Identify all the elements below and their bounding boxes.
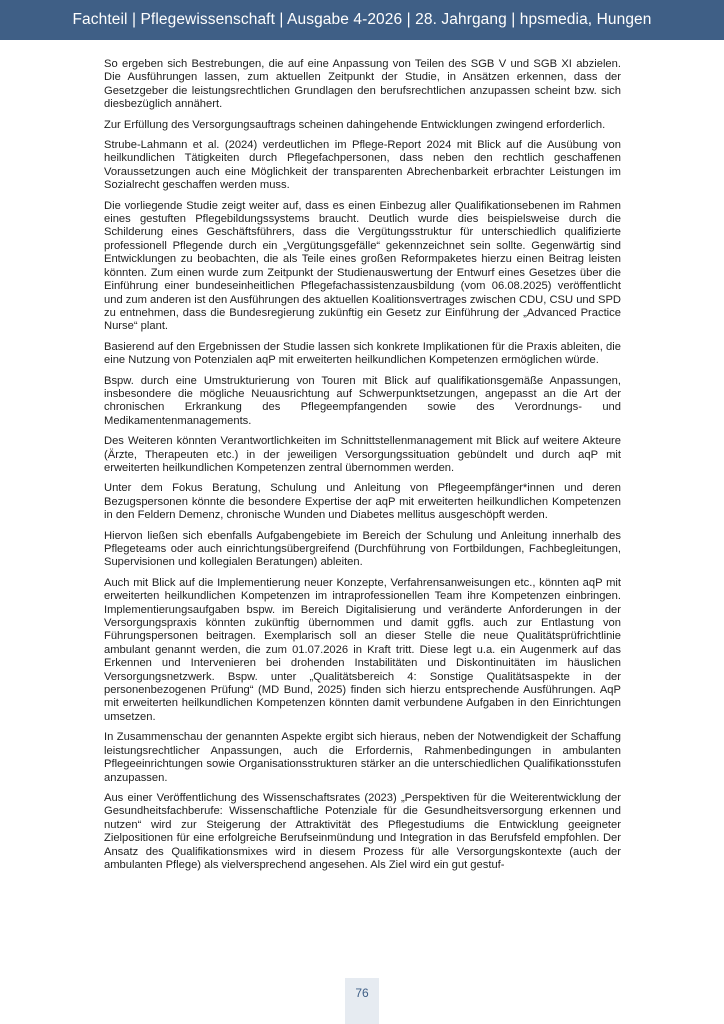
body-text bbox=[104, 58, 621, 879]
header-title: Fachteil | Pflegewissenschaft | Ausgabe 4-2026 | 28. Jahrgang | hpsmedia, Hungen bbox=[72, 11, 652, 28]
page-number-box bbox=[345, 978, 379, 1024]
paragraph: So ergeben sich Bestrebungen, die auf eine Anpassung von Teilen des SGB V und SGB XI abzielen. Die Ausführungen lassen, zum aktuellen Zeitpunkt der Studie, in Ansätzen erkennen, dass der Gesetzgeber die leistungsrechtlichen Grundlagen den berufsrechtlichen anzupassen scheint bzw. sich diesbezüglich annähert. bbox=[104, 58, 621, 111]
paragraph: Zur Erfüllung des Versorgungsauftrags scheinen dahingehende Entwicklungen zwingend erforderlich. bbox=[104, 118, 606, 131]
page-number: 76 bbox=[355, 986, 369, 1000]
paragraph: Die vorliegende Studie zeigt weiter auf, dass es einen Einbezug aller Qualifikationsebenen im Rahmen eines gestuften Pflegebildungssystems braucht. Deutlich wurde dies beispielsweise durch die Schilderung eines Geschäftsführers, dass die Vergütungsstruktur für unterschiedlich qualifizierte professionell Pflegende durch ein „Vergütungsgefälle“ gekennzeichnet sein sollte. Gegenwärtig sind Entwicklungen zu beobachten, die als Teile eines großen Reformpaketes hierzu einen Beitrag leisten könnten. Zum einen wurde zum Zeitpunkt der Studienauswertung der Entwurf eines Gesetzes über die Einführung einer bundeseinheitlichen Pflegefachassistenzausbildung (vom 06.08.2025) veröffentlicht und zum anderen ist den Ausführungen des aktuellen Koalitionsvertrages zwischen CDU, CSU und SPD zu entnehmen, dass die Bundesregierung zukünftig ein Gesetz zur Einführung der „Advanced Practice Nurse“ plant. bbox=[104, 199, 621, 333]
paragraph: Bspw. durch eine Umstrukturierung von Touren mit Blick auf qualifikationsgemäße Anpassungen, insbesondere die mögliche Neuausrichtung auf Schwerpunktsetzungen, angepasst an die Art der chronischen Erkrankung des Pflegeempfangenden sowie des Verordnungs- und Medikamentenmanagements. bbox=[104, 374, 621, 427]
paragraph: Strube-Lahmann et al. (2024) verdeutlichen im Pflege-Report 2024 mit Blick auf die Ausübung von heilkundlichen Tätigkeiten durch Pflegefachpersonen, dass neben den rechtlich geschaffenen Voraussetzungen auch eine Möglichkeit der transparenten Abrechenbarkeit erbrachter Leistungen im Sozialrecht geschaffen werden muss. bbox=[104, 139, 621, 192]
paragraph: Basierend auf den Ergebnissen der Studie lassen sich konkrete Implikationen für die Praxis ableiten, die eine Nutzung von Potenzialen aqP mit erweiterten heilkundlichen Kompetenzen ermöglichen würde. bbox=[104, 340, 621, 367]
paragraph: Auch mit Blick auf die Implementierung neuer Konzepte, Verfahrensanweisungen etc., könnten aqP mit erweiterten heilkundlichen Kompetenzen im intraprofessionellen Team ihre Kompetenzen einbringen. Implementierungsaufgaben bspw. im Bereich Digitalisierung und veränderte Anforderungen in der Versorgungspraxis könnten zukünftig übernommen und damit ggfls. auch zur Entlastung von Führungspersonen beitragen. Exemplarisch soll an dieser Stelle die neue Qualitätsprüfrichtlinie ambulant genannt werden, die zum 01.07.2026 in Kraft tritt. Diese legt u.a. ein Augenmerk auf das Erkennen und Intervenieren bei drohenden Instabilitäten und Diskontinuitäten im häuslichen Versorgungsnetzwerk. Bspw. unter „Qualitätsbereich 4: Sonstige Qualitätsaspekte in der personenbezogenen Prüfung“ (MD Bund, 2025) finden sich hierzu entsprechende Ausführungen. AqP mit erweiterten heilkundlichen Kompetenzen könnten damit verbundene Aufgaben in den Einrichtungen umsetzen. bbox=[104, 576, 621, 723]
paragraph: Des Weiteren könnten Verantwortlichkeiten im Schnittstellenmanagement mit Blick auf weitere Akteure (Ärzte, Therapeuten etc.) in der jeweiligen Versorgungssituation gebündelt und durch aqP mit erweiterten heilkundlichen Kompetenzen zentral übernommen werden. bbox=[104, 435, 621, 474]
running-header bbox=[0, 0, 724, 40]
paragraph: Unter dem Fokus Beratung, Schulung und Anleitung von Pflegeempfänger*innen und deren Bezugspersonen könnte die besondere Expertise der aqP mit erweiterten heilkundlichen Kompetenzen in den Feldern Demenz, chronische Wunden und Diabetes mellitus ausgeschöpft werden. bbox=[104, 482, 621, 522]
paragraph: Aus einer Veröffentlichung des Wissenschaftsrates (2023) „Perspektiven für die Weiterentwicklung der Gesundheitsfachberufe: Wissenschaftliche Potenziale für die Gesundheitsversorgung erkennen und nutzen“ wird zur Steigerung der Attraktivität des Pflegestudiums die Entwicklung geeigneter Zielpositionen für eine erfolgreiche Berufseinmündung und Integration in das Berufsfeld empfohlen. Der Ansatz des Qualifikationsmixes wird in diesem Prozess für alle Versorgungskontexte (auch der ambulanten Pflege) als vielversprechend angesehen. Als Ziel wird ein gut gestuf- bbox=[104, 791, 621, 871]
paragraph: Hiervon ließen sich ebenfalls Aufgabengebiete im Bereich der Schulung und Anleitung innerhalb des Pflegeteams oder auch einrichtungsübergreifend (Durchführung von Fortbildungen, Fachbegleitungen, Supervisionen und kollegialen Beratungen) ableiten. bbox=[104, 529, 621, 569]
paragraph: In Zusammenschau der genannten Aspekte ergibt sich hieraus, neben der Notwendigkeit der Schaffung leistungsrechtlicher Anpassungen, auch die Erfordernis, Rahmenbedingungen in ambulanten Pflegeeinrichtungen sowie Organisationsstrukturen stärker an die unterschiedlichen Qualifikationsstufen anzupassen. bbox=[104, 731, 621, 784]
